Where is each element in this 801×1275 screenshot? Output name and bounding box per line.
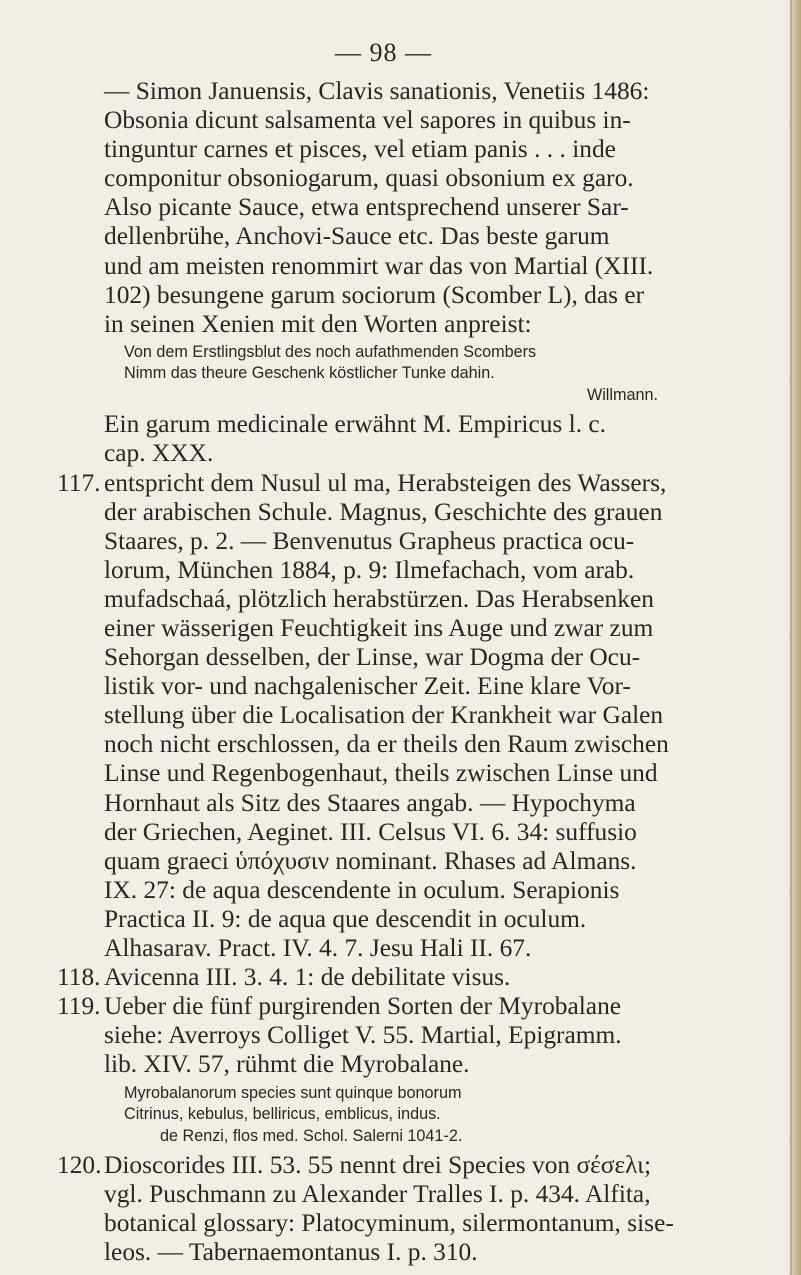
text-line: Alhasarav. Pract. IV. 4. 7. Jesu Hali II. 67. [104, 934, 532, 963]
note-number: 117. [57, 468, 101, 497]
quote-line: Myrobalanorum species sunt quinque bonorum [124, 1083, 462, 1102]
text-line: und am meisten renommirt war das von Martial (XIII. [104, 251, 654, 280]
text-line: lorum, München 1884, p. 9: Ilmefachach, vom arab. [104, 555, 635, 584]
text-line: Dioscorides III. 53. 55 nennt drei Species von σέσελι; [104, 1151, 652, 1179]
note-117 [57, 468, 680, 964]
text-line: 102) besungene garum sociorum (Scomber L), das er [104, 280, 645, 309]
text-line: lib. XIV. 57, rühmt die Myrobalane. [104, 1050, 470, 1079]
note-120 [57, 1151, 680, 1267]
quote-willmann [104, 342, 680, 407]
quote-line: Von dem Erstlingsblut des noch aufathmenden Scombers [124, 342, 537, 361]
text-line: Avicenna III. 3. 4. 1: de debilitate visus. [104, 963, 511, 992]
quote-author: Willmann. [586, 385, 658, 404]
text-line: — Simon Januensis, Clavis sanationis, Venetiis 1486: [104, 77, 650, 105]
text-line: listik vor- und nachgalenischer Zeit. Eine klare Vor- [104, 672, 631, 701]
quote-source: de Renzi, flos med. Schol. Salerni 1041-2. [160, 1126, 463, 1145]
garum-paragraph [104, 410, 680, 468]
text-line: in seinen Xenien mit den Worten anpreist: [104, 309, 532, 338]
text-line: entspricht dem Nusul ul ma, Herabsteigen des Wassers, [104, 468, 667, 497]
text-line: Practica II. 9: de aqua que descendit in oculum. [104, 904, 587, 933]
page-number: — 98 — [335, 38, 432, 67]
text-line: Staares, p. 2. — Benvenutus Grapheus practica ocu- [104, 526, 635, 555]
text-line: Sehorgan desselben, der Linse, war Dogma der Ocu- [104, 643, 641, 672]
text-line: tinguntur carnes et pisces, vel etiam panis . . . inde [104, 135, 616, 164]
text-line: dellenbrühe, Anchovi-Sauce etc. Das beste garum [104, 222, 610, 251]
text-line: Hornhaut als Sitz des Staares angab. — Hypochyma [104, 788, 636, 817]
text-line: Ein garum medicinale erwähnt M. Empiricus l. c. [104, 410, 607, 439]
text-line: vgl. Puschmann zu Alexander Tralles I. p. 434. Alfita, [104, 1180, 651, 1209]
quote-line: Nimm das theure Geschenk köstlicher Tunke dahin. [124, 364, 495, 383]
text-line: cap. XXX. [104, 439, 214, 468]
text-line: einer wässerigen Feuchtigkeit ins Auge und zwar zum [104, 614, 654, 642]
text-line: botanical glossary: Platocyminum, silermontanum, sise- [104, 1209, 674, 1238]
text-line: noch nicht erschlossen, da er theils den Raum zwischen [104, 730, 669, 759]
quote-de-renzi [104, 1083, 680, 1148]
text-line: IX. 27: de aqua descendente in oculum. Serapionis [104, 875, 620, 904]
text-line: leos. — Tabernaemontanus I. p. 310. [104, 1238, 478, 1267]
text-line: der Griechen, Aeginet. III. Celsus VI. 6. 34: suffusio [104, 817, 637, 846]
text-line: der arabischen Schule. Magnus, Geschichte des grauen [104, 497, 663, 526]
text-line: siehe: Averroys Colliget V. 55. Martial, Epigramm. [104, 1021, 622, 1050]
text-line: quam graeci ὑπόχυσιν nominant. Rhases ad Almans. [104, 846, 637, 875]
text-line: Linse und Regenbogenhaut, theils zwischen Linse und [104, 759, 658, 788]
text-line: Ueber die fünf purgirenden Sorten der Myrobalane [104, 992, 622, 1021]
note-number: 119. [57, 992, 101, 1021]
text-line: Also picante Sauce, etwa entsprechend unserer Sar- [104, 193, 629, 222]
text-line: componitur obsoniogarum, quasi obsonium ex garo. [104, 164, 634, 193]
page-edge-line [790, 0, 792, 1275]
note-119 [57, 992, 680, 1079]
intro-paragraph [104, 77, 680, 339]
note-118 [57, 963, 680, 992]
text-line: Obsonia dicunt salsamenta vel sapores in quibus in- [104, 106, 631, 135]
note-number: 118. [57, 963, 101, 992]
text-line: mufadschaá, plötzlich herabstürzen. Das Herabsenken [104, 584, 654, 613]
text-line: stellung über die Localisation der Krankheit war Galen [104, 701, 664, 730]
note-number: 120. [57, 1151, 102, 1179]
main-text [57, 77, 680, 1267]
quote-line: Citrinus, kebulus, belliricus, emblicus, indus. [124, 1105, 441, 1123]
